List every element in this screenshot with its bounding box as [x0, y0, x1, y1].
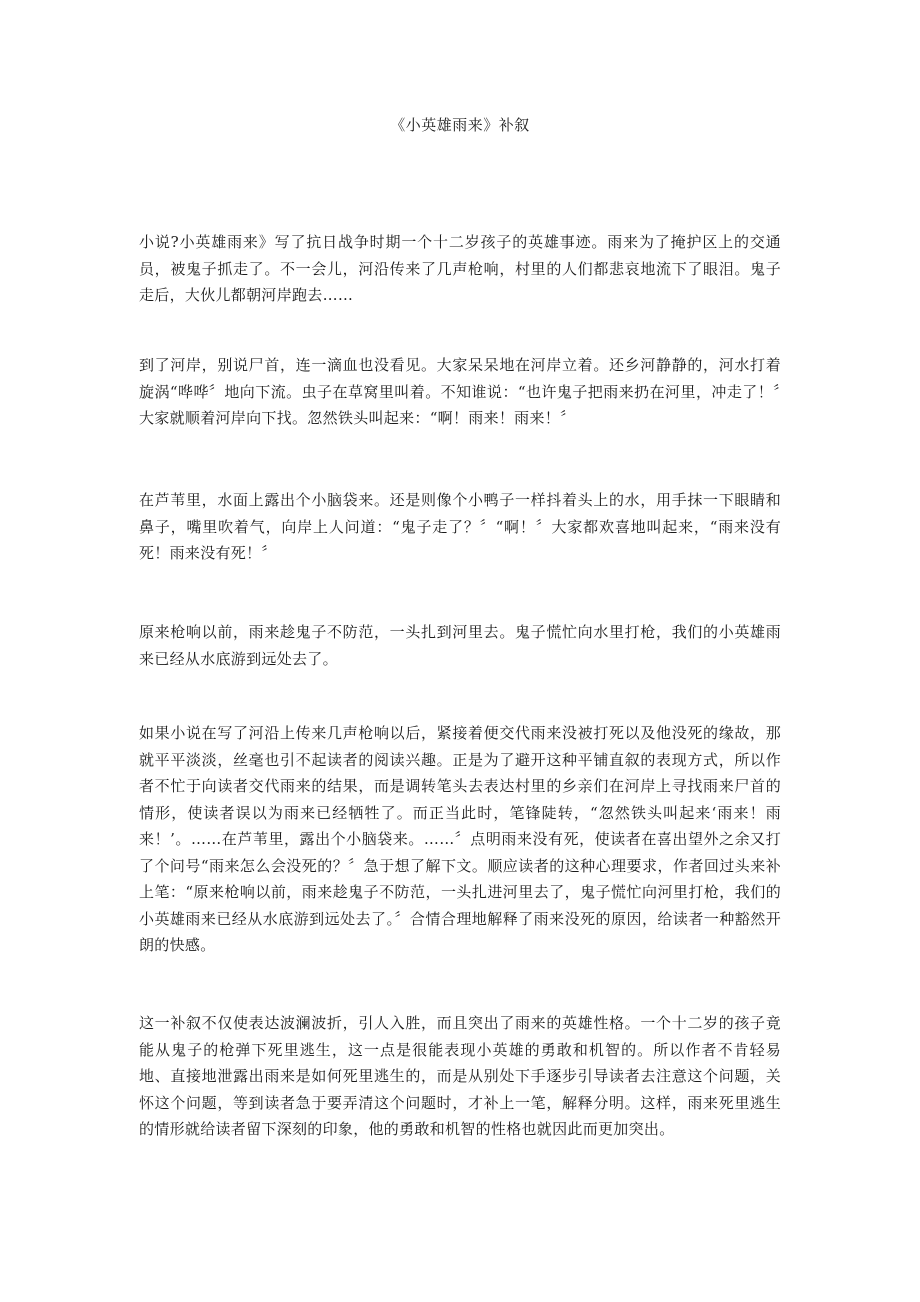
paragraph-4: 原来枪响以前，雨来趁鬼子不防范，一头扎到河里去。鬼子慌忙向水里打枪，我们的小英雄雨来已经从水底游到远处去了。: [139, 623, 781, 668]
paragraph-6: 这一补叙不仅使表达波澜波折，引人入胜，而且突出了雨来的英雄性格。一个十二岁的孩子竟能从鬼子的枪弹下死里逃生，这一点是很能表现小英雄的勇敢和机智的。所以作者不肯轻易地、直接地泄露出雨来是如何死里逃生的，而是从别处下手逐步引导读者去注意这个问题，关怀这个问题，等到读者急于要弄清这个问题时，才补上一笔，解释分明。这样，雨来死里逃生的情形就给读者留下深刻的印象，他的勇敢和机智的性格也就因此而更加突出。: [139, 1014, 781, 1138]
document-title: 《小英雄雨来》补叙: [390, 116, 530, 134]
paragraph-3: 在芦苇里，水面上露出个小脑袋来。还是则像个小鸭子一样抖着头上的水，用手抹一下眼睛和鼻子，嘴里吹着气，向岸上人问道：“鬼子走了？〞“啊！〞大家都欢喜地叫起来，“雨来没有死！雨来没有死！〞: [139, 491, 781, 562]
paragraph-1: 小说?小英雄雨来》写了抗日战争时期一个十二岁孩子的英雄事迹。雨来为了掩护区上的交通员，被鬼子抓走了。不一会儿，河沿传来了几声枪响，村里的人们都悲哀地流下了眼泪。鬼子走后，大伙儿都朝河岸跑去……: [139, 233, 781, 304]
paragraph-2: 到了河岸，别说尸首，连一滴血也没看见。大家呆呆地在河岸立着。还乡河静静的，河水打着旋涡“哗哗〞地向下流。虫子在草窝里叫着。不知谁说：“也许鬼子把雨来扔在河里，冲走了！〞大家就顺着河岸向下找。忽然铁头叫起来：“啊！雨来！雨来！〞: [139, 356, 781, 427]
paragraph-5: 如果小说在写了河沿上传来几声枪响以后，紧接着便交代雨来没被打死以及他没死的缘故，那就平平淡淡，丝毫也引不起读者的阅读兴趣。正是为了避开这种平铺直叙的表现方式，所以作者不忙于向读者交代雨来的结果，而是调转笔头去表达村里的乡亲们在河岸上寻找雨来尸首的情形，使读者误以为雨来已经牺牲了。而正当此时，笔锋陡转，“忽然铁头叫起来‘雨来！雨来！’。……在芦苇里，露出个小脑袋来。……〞点明雨来没有死，使读者在喜出望外之余又打了个问号“雨来怎么会没死的？〞急于想了解下文。顺应读者的这种心理要求，作者回过头来补上笔：“原来枪响以前，雨来趁鬼子不防范，一头扎进河里去了，鬼子慌忙向河里打枪，我们的小英雄雨来已经从水底游到远处去了。〞合情合理地解释了雨来没死的原因，给读者一种豁然开朗的快感。: [139, 724, 781, 954]
